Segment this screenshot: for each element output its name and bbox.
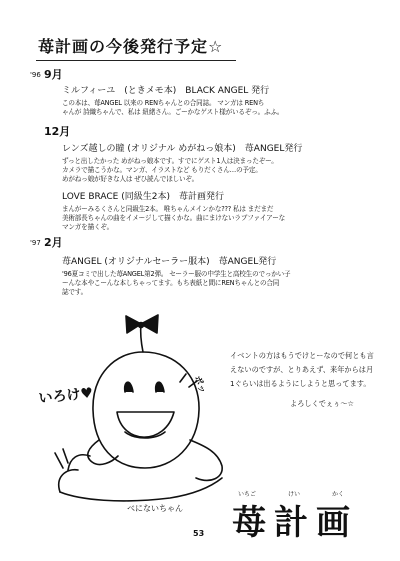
page-title: 苺計画の今後発行予定☆ — [38, 37, 224, 56]
release-text-line: カメラで描こうかな。マンガ、イラストなど もりだくさん…の予定。 — [62, 166, 262, 174]
note-line: えないのですが、とりあえず、来年からは月 — [230, 365, 374, 374]
note-signoff: よろしくでぇぅ〜☆ — [290, 399, 354, 408]
note-line: イベントの方はもうでけとーなので何とも言 — [230, 351, 374, 360]
page-number: 53 — [193, 529, 205, 538]
release-text-line: まんがーみるくさんと同級生2本。 唯ちゃんメインかな??? 私は まだまだ — [62, 205, 274, 213]
month-label-feb: 2月 — [44, 236, 63, 249]
release-text-line: ずっと出したかった めがねっ娘本です。すでにゲスト1人は決まったぞー。 — [62, 157, 278, 165]
release-heading: 苺ANGEL (オリジナルセーラー服本) 苺ANGEL発行 — [62, 257, 277, 267]
release-text-line: この本は、苺ANGEL 以来の RENちゃんとの合同誌。 マンガは RENち — [62, 99, 265, 107]
release-text-line: 美術部長ちゃんの曲をイメージして描くかな。曲にまけないラブファイアーな — [62, 214, 286, 222]
year-label-97: '97 — [30, 239, 41, 247]
release-text-line: めがねっ娘が好きな人は ぜひ読んでほしいぞ。 — [62, 175, 199, 183]
character-caption: べにないちゃん — [127, 504, 183, 513]
release-heading: レンズ越しの瞳 (オリジナル めがねっ娘本) 苺ANGEL発行 — [62, 144, 303, 154]
month-label-dec: 12月 — [44, 125, 71, 138]
signature-furigana: かく — [332, 491, 345, 498]
release-text-line: ゃんが 詩織ちゃんで、私は 紐緒さん。ごーかなゲスト様がいるぞっ。ふふ。 — [62, 108, 284, 116]
note-line: 1ぐらいは出るようにしようと思ってます。 — [230, 379, 371, 388]
label-iroke: いろけ♥ — [37, 385, 94, 407]
release-text-line: '96夏コミで出した苺ANGEL第2弾。 セーラー服の中学生と高校生のでっかい子 — [62, 270, 291, 278]
release-text-line: 誌です。 — [62, 288, 88, 296]
release-heading: LOVE BRACE (同級生2本) 苺計画発行 — [62, 192, 224, 202]
label-po-sound: ポッ — [191, 374, 208, 396]
signature-furigana: いちご — [238, 491, 257, 498]
release-text-line: ーんな本やこーんな本しちゃってます。もち表紙と間にRENちゃんとの合同 — [62, 279, 280, 287]
month-label-sep: 9月 — [44, 68, 63, 81]
signature-furigana: けい — [288, 491, 301, 498]
year-label-96: '96 — [30, 71, 41, 79]
release-text-line: マンガを描くぞ。 — [62, 223, 114, 231]
circle-signature: 苺計画 — [232, 503, 358, 543]
release-heading: ミルフィーユ (ときメモ本) BLACK ANGEL 発行 — [62, 86, 270, 96]
